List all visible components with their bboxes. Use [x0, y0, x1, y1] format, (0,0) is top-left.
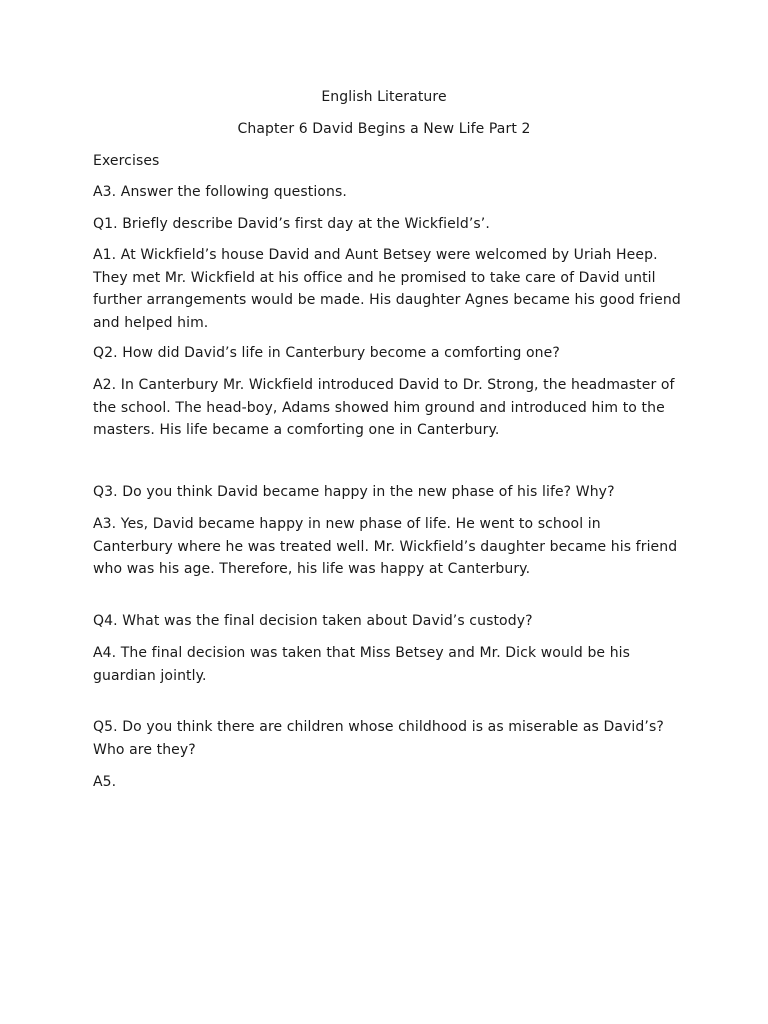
question-3: Q3. Do you think David became happy in the new phase of his life? Why? [93, 484, 615, 500]
chapter-title: Chapter 6 David Begins a New Life Part 2 [237, 121, 531, 137]
question-2: Q2. How did David’s life in Canterbury become a comforting one? [93, 345, 560, 361]
question-5: Q5. Do you think there are children whose childhood is as miserable as David’s? Who are they? [93, 719, 664, 758]
answer-3: A3. Yes, David became happy in new phase of life. He went to school in Canterbury where he was treated well. Mr. Wickfield’s daughter became his friend who was his age. Therefore, his life was happy at Canterbury. [93, 516, 678, 577]
exercise-instruction: A3. Answer the following questions. [93, 184, 347, 200]
answer-1: A1. At Wickfield’s house David and Aunt Betsey were welcomed by Uriah Heep. They met Mr. Wickfield at his office and he promised to take care of David until further arrangements would be made. His daughter Agnes became his good friend and helped him. [93, 247, 681, 331]
section-heading: Exercises [93, 153, 160, 169]
question-1: Q1. Briefly describe David’s first day at the Wickfield’s’. [93, 216, 490, 232]
document-subject: English Literature [321, 89, 447, 105]
answer-5: A5. [93, 774, 117, 790]
question-4: Q4. What was the final decision taken about David’s custody? [93, 613, 533, 629]
answer-2: A2. In Canterbury Mr. Wickfield introduced David to Dr. Strong, the headmaster of the school. The head-boy, Adams showed him ground and introduced him to the masters. His life became a comforting one in Canterbury. [93, 377, 675, 438]
answer-4: A4. The final decision was taken that Miss Betsey and Mr. Dick would be his guardian jointly. [93, 645, 631, 684]
